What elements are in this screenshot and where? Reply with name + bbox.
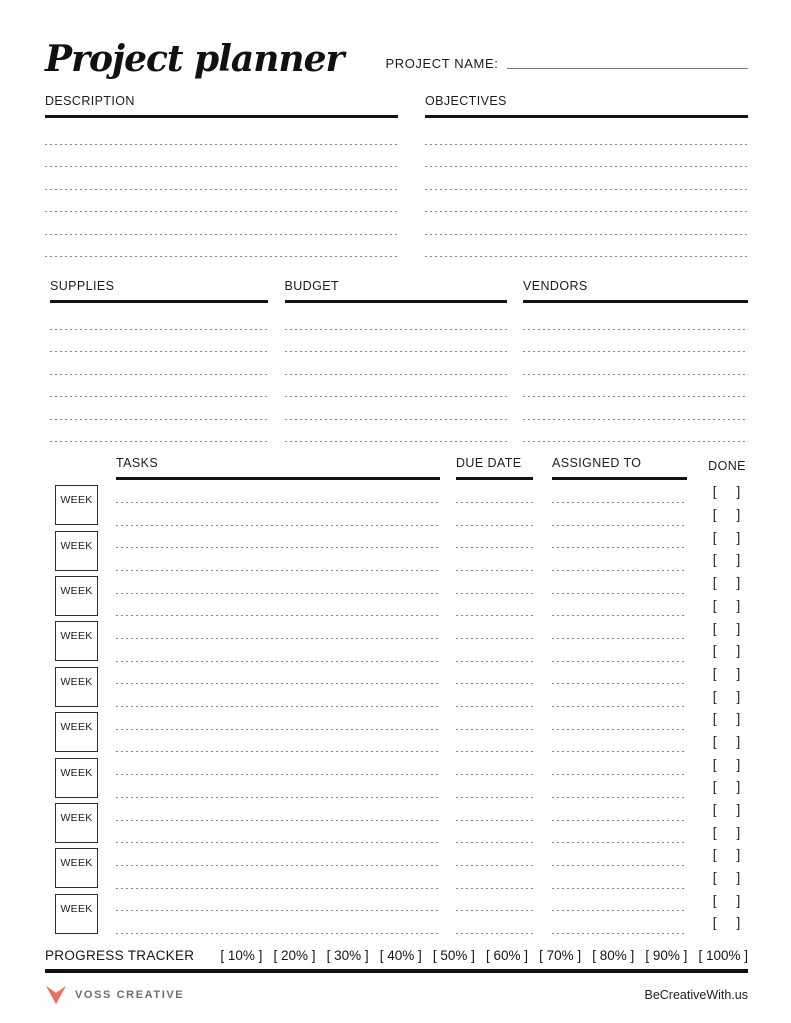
due-date-line	[456, 526, 533, 549]
description-objectives-row	[45, 94, 748, 257]
writing-line	[50, 307, 268, 330]
supplies-heading: SUPPLIES	[50, 279, 268, 303]
writing-line	[50, 375, 268, 398]
task-line	[116, 798, 440, 821]
brand-name: VOSS CREATIVE	[75, 989, 185, 1002]
writing-line	[523, 420, 748, 443]
assigned-to-line	[552, 662, 687, 685]
task-line	[116, 866, 440, 889]
week-slot	[55, 531, 116, 576]
progress-step: [ 80% ]	[592, 948, 635, 964]
assigned-to-line	[552, 798, 687, 821]
week-slot	[55, 712, 116, 757]
task-line	[116, 707, 440, 730]
task-row	[116, 639, 748, 662]
writing-line	[523, 307, 748, 330]
assigned-to-line	[552, 548, 687, 571]
week-label: WEEK	[60, 630, 93, 643]
due-date-line	[456, 821, 533, 844]
writing-line	[45, 212, 398, 235]
brand-block	[45, 985, 184, 1005]
task-row	[116, 775, 748, 798]
week-label: WEEK	[60, 811, 93, 824]
writing-line	[425, 167, 748, 190]
done-checkbox: [ ]	[712, 575, 742, 591]
task-line	[116, 775, 440, 798]
task-line	[116, 752, 440, 775]
done-checkbox: [ ]	[712, 756, 742, 772]
progress-step: [ 40% ]	[379, 948, 422, 964]
supplies-section	[50, 279, 268, 442]
description-lines	[45, 118, 398, 257]
progress-step: [ 30% ]	[326, 948, 369, 964]
assigned-to-line	[552, 889, 687, 912]
done-checkbox: [ ]	[712, 665, 742, 681]
progress-step: [ 90% ]	[645, 948, 688, 964]
project-name-field	[385, 56, 748, 76]
task-row	[116, 889, 748, 912]
week-box	[55, 894, 98, 934]
budget-section	[285, 279, 507, 442]
due-date-line	[456, 571, 533, 594]
week-slot	[55, 758, 116, 803]
website-link: BeCreativeWith.us	[644, 988, 748, 1003]
done-checkbox: [ ]	[712, 711, 742, 727]
task-row	[116, 911, 748, 934]
assigned-to-line	[552, 616, 687, 639]
due-date-column-header: DUE DATE	[456, 456, 533, 480]
v-chevron-logo-icon	[45, 985, 67, 1005]
due-date-line	[456, 594, 533, 617]
done-checkbox: [ ]	[712, 733, 742, 749]
week-column	[45, 480, 116, 939]
due-date-line	[456, 752, 533, 775]
project-name-label: PROJECT NAME:	[385, 56, 499, 72]
done-checkbox: [ ]	[712, 779, 742, 795]
progress-step: [ 50% ]	[432, 948, 475, 964]
writing-line	[523, 375, 748, 398]
writing-line	[523, 352, 748, 375]
task-line	[116, 662, 440, 685]
assigned-to-line	[552, 866, 687, 889]
done-checkbox: [ ]	[712, 484, 742, 500]
task-line	[116, 843, 440, 866]
done-checkbox: [ ]	[712, 870, 742, 886]
week-label: WEEK	[60, 675, 93, 688]
week-label: WEEK	[60, 584, 93, 597]
done-checkbox: [ ]	[712, 552, 742, 568]
progress-step: [ 100% ]	[698, 948, 748, 964]
week-label: WEEK	[60, 494, 93, 507]
writing-line	[50, 420, 268, 443]
due-date-line	[456, 889, 533, 912]
done-checkbox: [ ]	[712, 915, 742, 931]
week-box	[55, 758, 98, 798]
due-date-line	[456, 616, 533, 639]
progress-tracker-label: PROGRESS TRACKER	[45, 948, 195, 964]
objectives-heading: OBJECTIVES	[425, 94, 748, 118]
task-row	[116, 798, 748, 821]
assigned-to-line	[552, 571, 687, 594]
task-line	[116, 684, 440, 707]
task-line	[116, 480, 440, 503]
due-date-line	[456, 911, 533, 934]
vendors-heading: VENDORS	[523, 279, 748, 303]
supplies-budget-vendors-row	[45, 279, 748, 442]
task-row	[116, 503, 748, 526]
due-date-line	[456, 843, 533, 866]
progress-step: [ 70% ]	[539, 948, 582, 964]
week-slot	[55, 621, 116, 666]
page-title: Project planner	[45, 38, 344, 80]
tasks-column-header: TASKS	[116, 456, 440, 480]
week-box	[55, 803, 98, 843]
writing-line	[45, 235, 398, 258]
due-date-line	[456, 775, 533, 798]
objectives-lines	[425, 118, 748, 257]
progress-step: [ 10% ]	[220, 948, 263, 964]
week-box	[55, 531, 98, 571]
supplies-lines	[50, 303, 268, 442]
writing-line	[425, 212, 748, 235]
task-line	[116, 594, 440, 617]
week-box	[55, 485, 98, 525]
week-label: WEEK	[60, 539, 93, 552]
writing-line	[285, 307, 507, 330]
task-row	[116, 821, 748, 844]
description-section	[45, 94, 398, 257]
task-line	[116, 889, 440, 912]
page-header	[45, 38, 748, 80]
assigned-to-line	[552, 684, 687, 707]
task-row	[116, 616, 748, 639]
budget-lines	[285, 303, 507, 442]
week-slot	[55, 576, 116, 621]
done-checkbox: [ ]	[712, 802, 742, 817]
due-date-line	[456, 798, 533, 821]
progress-step: [ 60% ]	[485, 948, 528, 964]
week-slot	[55, 894, 116, 939]
writing-line	[50, 397, 268, 420]
done-checkbox: [ ]	[712, 507, 742, 523]
writing-line	[285, 330, 507, 353]
done-column-header: DONE	[708, 459, 746, 474]
done-checkbox: [ ]	[712, 824, 742, 840]
tasks-table-header	[45, 456, 748, 480]
task-row	[116, 684, 748, 707]
task-line	[116, 503, 440, 526]
due-date-line	[456, 639, 533, 662]
done-checkbox: [ ]	[712, 688, 742, 704]
task-row	[116, 480, 748, 503]
assigned-to-line	[552, 594, 687, 617]
project-name-line	[507, 68, 748, 69]
week-slot	[55, 803, 116, 848]
assigned-to-line	[552, 752, 687, 775]
vendors-section	[523, 279, 748, 442]
done-checkbox: [ ]	[712, 643, 742, 659]
week-box	[55, 667, 98, 707]
assigned-to-line	[552, 730, 687, 753]
week-box	[55, 848, 98, 888]
writing-line	[45, 122, 398, 145]
task-row	[116, 548, 748, 571]
due-date-line	[456, 684, 533, 707]
task-line	[116, 911, 440, 934]
week-box	[55, 621, 98, 661]
writing-line	[425, 122, 748, 145]
progress-steps	[220, 948, 748, 963]
assigned-to-line	[552, 911, 687, 934]
writing-line	[425, 190, 748, 213]
task-row	[116, 843, 748, 866]
budget-heading: BUDGET	[285, 279, 507, 303]
assigned-to-line	[552, 526, 687, 549]
assigned-to-line	[552, 821, 687, 844]
task-line	[116, 526, 440, 549]
assigned-to-line	[552, 707, 687, 730]
task-line	[116, 571, 440, 594]
task-row	[116, 571, 748, 594]
done-checkbox: [ ]	[712, 620, 742, 636]
writing-line	[50, 352, 268, 375]
progress-step: [ 20% ]	[273, 948, 316, 964]
task-row	[116, 526, 748, 549]
writing-line	[45, 167, 398, 190]
week-label: WEEK	[60, 721, 93, 734]
task-row	[116, 730, 748, 753]
task-line	[116, 639, 440, 662]
writing-line	[523, 330, 748, 353]
done-checkbox: [ ]	[712, 529, 742, 545]
assigned-to-line	[552, 639, 687, 662]
week-box	[55, 712, 98, 752]
objectives-section	[425, 94, 748, 257]
due-date-line	[456, 662, 533, 685]
task-line	[116, 616, 440, 639]
due-date-line	[456, 503, 533, 526]
tasks-table-body	[45, 480, 748, 939]
due-date-line	[456, 707, 533, 730]
task-line	[116, 821, 440, 844]
task-row	[116, 752, 748, 775]
vendors-lines	[523, 303, 748, 442]
task-line	[116, 730, 440, 753]
done-checkbox: [ ]	[712, 892, 742, 908]
week-label: WEEK	[60, 857, 93, 870]
assigned-to-line	[552, 480, 687, 503]
week-slot	[55, 667, 116, 712]
task-row	[116, 866, 748, 889]
week-slot	[55, 848, 116, 893]
writing-line	[285, 397, 507, 420]
due-date-line	[456, 730, 533, 753]
done-checkbox: [ ]	[712, 597, 742, 613]
writing-line	[425, 235, 748, 258]
assigned-to-column-header: ASSIGNED TO	[552, 456, 687, 480]
task-line	[116, 548, 440, 571]
task-row	[116, 662, 748, 685]
writing-line	[285, 420, 507, 443]
task-rows	[116, 480, 748, 939]
done-checkbox: [ ]	[712, 847, 742, 863]
due-date-line	[456, 866, 533, 889]
page-footer	[45, 985, 748, 1005]
writing-line	[523, 397, 748, 420]
week-label: WEEK	[60, 902, 93, 915]
assigned-to-line	[552, 775, 687, 798]
writing-line	[285, 375, 507, 398]
writing-line	[45, 190, 398, 213]
writing-line	[50, 330, 268, 353]
assigned-to-line	[552, 503, 687, 526]
writing-line	[45, 145, 398, 168]
week-label: WEEK	[60, 766, 93, 779]
task-row	[116, 594, 748, 617]
week-slot	[55, 485, 116, 530]
assigned-to-line	[552, 843, 687, 866]
writing-line	[425, 145, 748, 168]
progress-tracker	[45, 948, 748, 973]
tasks-table	[45, 456, 748, 939]
description-heading: DESCRIPTION	[45, 94, 398, 118]
writing-line	[285, 352, 507, 375]
week-box	[55, 576, 98, 616]
due-date-line	[456, 480, 533, 503]
due-date-line	[456, 548, 533, 571]
task-row	[116, 707, 748, 730]
